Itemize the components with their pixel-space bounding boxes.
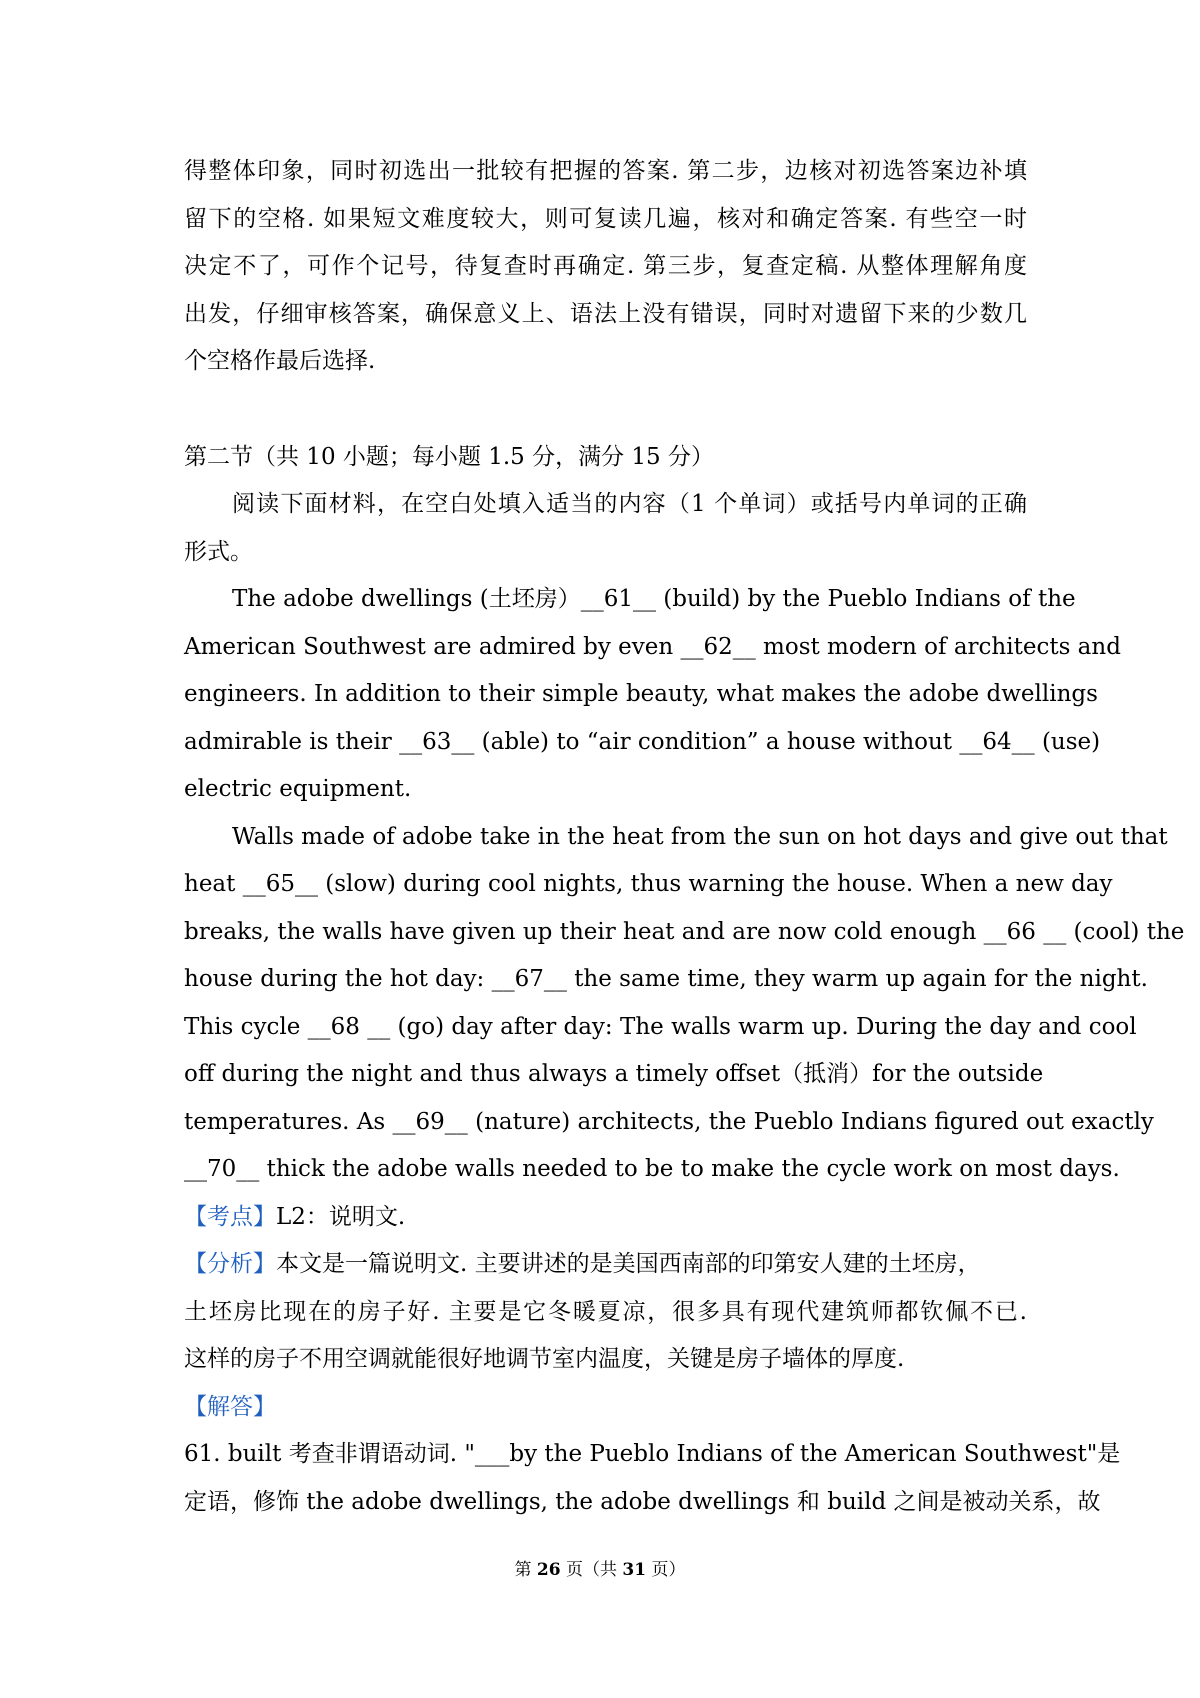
text-line: 决定不了，可作个记号，待复查时再确定. 第三步，复查定稿. 从整体理解角度 bbox=[184, 253, 1027, 279]
kaodian-section bbox=[184, 1194, 1027, 1242]
text-line: breaks, the walls have given up their heat and are now cold enough __66 __ (cool) the bbox=[184, 918, 1185, 945]
fenxi-first-line bbox=[184, 1241, 1027, 1289]
text-line: 出发，仔细审核答案，确保意义上、语法上没有错误，同时对遗留下来的少数几 bbox=[184, 300, 1027, 327]
page-footer bbox=[0, 1558, 1200, 1582]
text-line: 形式。 bbox=[184, 538, 253, 565]
passage-paragraph-2 bbox=[184, 814, 1185, 1194]
text-line: 61. built 考查非谓语动词. "___by the Pueblo Indians of the American Southwest"是 bbox=[184, 1441, 1121, 1467]
text-line: This cycle __68 __ (go) day after day: The walls warm up. During the day and cool bbox=[184, 1013, 1137, 1040]
text-line: heat __65__ (slow) during cool nights, thus warning the house. When a new day bbox=[184, 871, 1113, 897]
text-line: 个空格作最后选择. bbox=[184, 348, 376, 374]
text-line: off during the night and thus always a timely offset（抵消）for the outside bbox=[184, 1061, 1044, 1087]
fenxi-section bbox=[184, 1241, 1027, 1384]
page-body bbox=[184, 148, 1185, 1526]
jieda-label: 【解答】 bbox=[184, 1393, 276, 1420]
jieda-heading bbox=[184, 1384, 1027, 1432]
text-line: 土坯房比现在的房子好. 主要是它冬暖夏凉，很多具有现代建筑师都钦佩不已. bbox=[184, 1298, 1027, 1325]
text-line: American Southwest are admired by even __62__ most modern of architects and bbox=[184, 633, 1121, 660]
footer-prefix: 第 bbox=[514, 1560, 532, 1580]
fenxi-label: 【分析】 bbox=[184, 1251, 276, 1277]
text-line: 留下的空格. 如果短文难度较大，则可复读几遍，核对和确定答案. 有些空一时 bbox=[184, 205, 1027, 232]
text-line: house during the hot day: __67__ the same time, they warm up again for the night. bbox=[184, 966, 1148, 992]
instruction bbox=[184, 481, 1027, 576]
kaodian-text: L2：说明文. bbox=[276, 1203, 406, 1230]
jieda-section bbox=[184, 1431, 1121, 1526]
text-line: admirable is their __63__ (able) to “air condition” a house without __64__ (use) bbox=[184, 728, 1101, 755]
kaodian-label: 【考点】 bbox=[184, 1203, 276, 1230]
section-heading: 第二节（共 10 小题；每小题 1.5 分，满分 15 分） bbox=[184, 443, 714, 470]
fenxi-text: 本文是一篇说明文. 主要讲述的是美国西南部的印第安人建的土坯房， bbox=[276, 1251, 981, 1277]
text-line: temperatures. As __69__ (nature) architects, the Pueblo Indians figured out exactly bbox=[184, 1108, 1154, 1135]
text-line: 定语，修饰 the adobe dwellings, the adobe dwellings 和 build 之间是被动关系，故 bbox=[184, 1488, 1101, 1515]
text-line: __70__ thick the adobe walls needed to be to make the cycle work on most days. bbox=[184, 1156, 1120, 1182]
text-line: engineers. In addition to their simple beauty, what makes the adobe dwellings bbox=[184, 681, 1098, 707]
text-line: The adobe dwellings (土坯房）__61__ (build) by the Pueblo Indians of the bbox=[232, 586, 1076, 612]
text-line: 得整体印象，同时初选出一批较有把握的答案. 第二步，边核对初选答案边补填 bbox=[184, 158, 1027, 184]
text-line: 这样的房子不用空调就能很好地调节室内温度，关键是房子墙体的厚度. bbox=[184, 1346, 905, 1372]
text-line: electric equipment. bbox=[184, 776, 412, 802]
passage-paragraph-1 bbox=[184, 576, 1121, 814]
spacer bbox=[184, 386, 1027, 434]
footer-suffix: 页） bbox=[651, 1560, 686, 1580]
footer-middle: 页（共 bbox=[566, 1560, 617, 1580]
footer-page-number: 26 bbox=[536, 1560, 561, 1580]
footer-total-pages: 31 bbox=[622, 1560, 647, 1580]
text-line: Walls made of adobe take in the heat from the sun on hot days and give out that bbox=[232, 823, 1168, 850]
text-line: 阅读下面材料，在空白处填入适当的内容（1 个单词）或括号内单词的正确 bbox=[232, 491, 1027, 517]
intro-paragraph bbox=[184, 148, 1027, 386]
